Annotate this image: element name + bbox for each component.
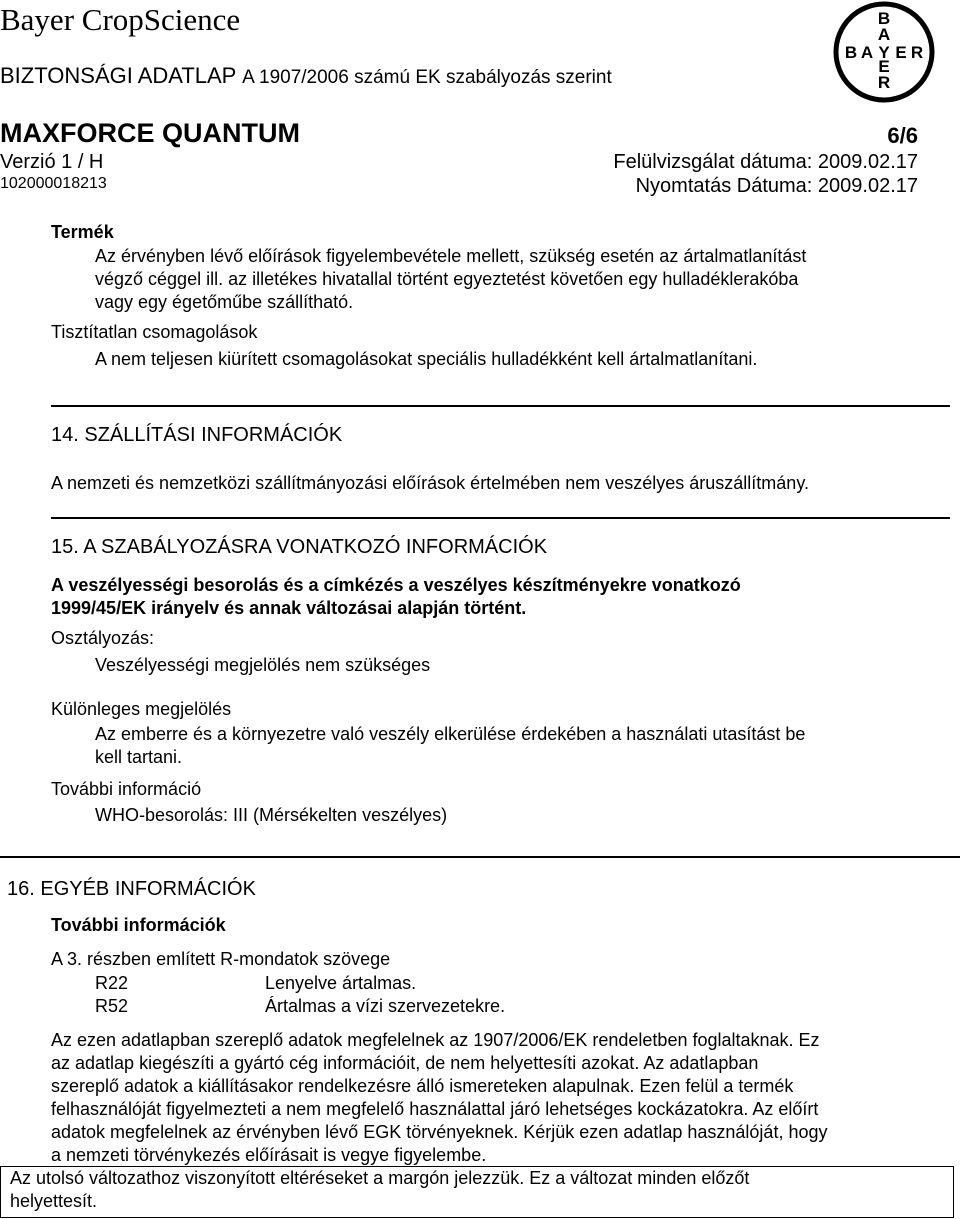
bayer-cross-logo <box>832 0 936 104</box>
logo-letter-v4: R <box>877 73 891 92</box>
transport-text: A nemzeti és nemzetközi szállítmányozási előírások értelmében nem veszélyes áruszállítmány. <box>51 473 809 493</box>
logo-letter-h2: Y <box>878 43 890 62</box>
disclaimer-line-3: szereplő adatok a kiállításakor rendelkezésre álló ismereteken alapulnak. Ezen felül a termék <box>51 1076 794 1096</box>
logo-letter-v1: A <box>877 25 891 44</box>
section-divider <box>51 405 950 407</box>
disclaimer-line-6: a nemzeti törvénykezés előírásait is vegye figyelembe. <box>51 1145 487 1165</box>
disclaimer-line-4: felhasználóját figyelmezteti a nem megfelelő használattal járó lehetséges kockázatokra. Az előírt <box>51 1099 819 1119</box>
product-line-1: Az érvényben lévő előírások figyelembevétele mellett, szükség esetén az ártalmatlanítást <box>95 246 807 266</box>
disclaimer-line-2: az adatlap kiegészíti a gyártó cég információit, de nem helyettesíti azokat. Az adatlapban <box>51 1053 759 1073</box>
r-phrase-code: R22 <box>95 973 129 993</box>
other-info-subheading: További információk <box>51 915 226 935</box>
product-name: MAXFORCE QUANTUM <box>0 118 300 148</box>
r-phrase-code: R52 <box>95 996 129 1016</box>
logo-letter-h3: E <box>895 43 907 62</box>
packaging-text: A nem teljesen kiürített csomagolásokat speciális hulladékként kell ártalmatlanítani. <box>95 349 758 369</box>
logo-letter-h1: A <box>860 43 874 62</box>
product-line-3: vagy egy égetőműbe szállítható. <box>95 292 354 312</box>
logo-letter-h4: R <box>910 43 924 62</box>
disclaimer-line-5: adatok megfelelnek az érvényben lévő EGK törvényeknek. Kérjük ezen adatlap használóját, hogy <box>51 1122 828 1142</box>
special-marking-label: Különleges megjelölés <box>51 699 232 719</box>
revision-date: Felülvizsgálat dátuma: 2009.02.17 <box>613 151 918 173</box>
special-marking-line-1: Az emberre és a környezetre való veszély elkerülése érdekében a használati utasítást be <box>95 724 806 744</box>
who-classification: WHO-besorolás: III (Mérsékelten veszélyes) <box>95 805 448 825</box>
product-code: 102000018213 <box>0 175 107 192</box>
section-15-heading: 15. A SZABÁLYOZÁSRA VONATKOZÓ INFORMÁCIÓK <box>51 536 548 558</box>
r-phrase-text: Lenyelve ártalmas. <box>265 973 417 993</box>
logo-letter-v3: E <box>878 57 890 76</box>
logo-letter-v0: B <box>877 9 891 28</box>
classification-label: Osztályozás: <box>51 628 155 648</box>
section-divider <box>0 856 960 858</box>
product-line-2: végző céggel ill. az illetékes hivatallal történt egyeztetést követően egy hulladéklerakóba <box>95 269 799 289</box>
version: Verzió 1 / H <box>0 151 104 173</box>
section-16-heading: 16. EGYÉB INFORMÁCIÓK <box>7 878 256 900</box>
regulatory-intro-line-2: 1999/45/EK irányelv és annak változásai alapján történt. <box>51 598 527 618</box>
company-name: Bayer CropScience <box>0 2 241 37</box>
section-divider <box>51 517 950 519</box>
revision-note-line-1: Az utolsó változathoz viszonyított eltéréseket a margón jelezzük. Ez a változat minden előzőt <box>10 1168 750 1188</box>
r-phrase-text: Ártalmas a vízi szervezetekre. <box>265 996 506 1016</box>
page-number: 6/6 <box>887 123 918 148</box>
further-info-label: További információ <box>51 779 202 799</box>
logo-letter-h0: B <box>844 43 858 62</box>
disclaimer-line-1: Az ezen adatlapban szereplő adatok megfelelnek az 1907/2006/EK rendeletben foglaltaknak. Ez <box>51 1030 820 1050</box>
packaging-heading: Tisztítatlan csomagolások <box>51 322 258 342</box>
revision-note-box <box>0 1166 954 1218</box>
classification-value: Veszélyességi megjelölés nem szükséges <box>95 655 431 675</box>
regulatory-intro-line-1: A veszélyességi besorolás és a címkézés a veszélyes készítményekre vonatkozó <box>51 575 741 595</box>
revision-note-line-2: helyettesít. <box>10 1191 98 1211</box>
print-date: Nyomtatás Dátuma: 2009.02.17 <box>635 175 918 197</box>
special-marking-line-2: kell tartani. <box>95 747 183 767</box>
regulation-reference: A 1907/2006 számú EK szabályozás szerint <box>242 67 612 88</box>
sds-title: BIZTONSÁGI ADATLAP <box>0 63 236 88</box>
sds-title-line <box>0 62 612 92</box>
r-phrases-intro: A 3. részben említett R-mondatok szövege <box>51 949 391 969</box>
product-heading: Termék <box>51 222 114 242</box>
section-14-heading: 14. SZÁLLÍTÁSI INFORMÁCIÓK <box>51 424 343 446</box>
